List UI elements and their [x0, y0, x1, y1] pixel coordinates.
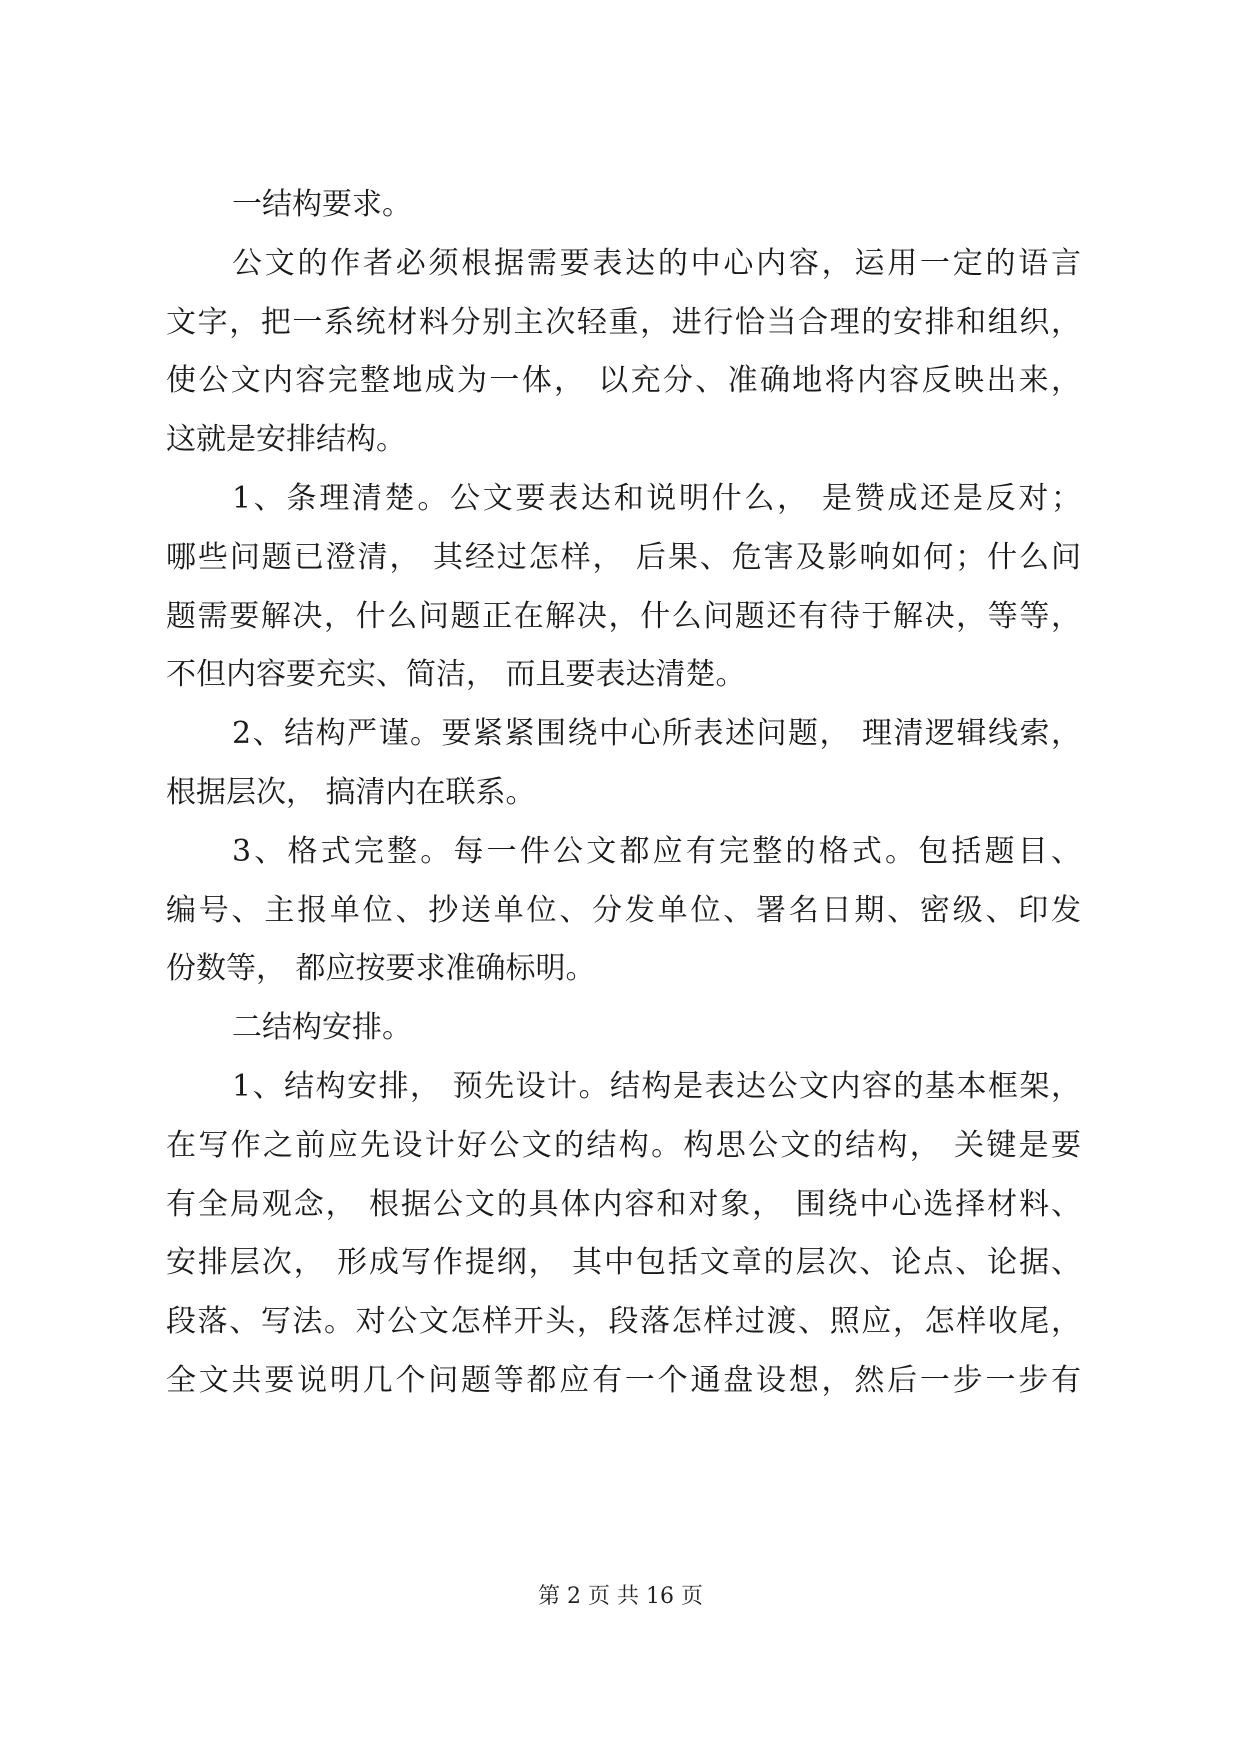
paragraph-line: 全文共要说明几个问题等都应有一个通盘设想，然后一步一步有 [166, 1362, 1081, 1398]
section-heading: 一结构要求。 [232, 187, 412, 222]
paragraph-line: 在写作之前应先设计好公文的结构。构思公文的结构， 关键是要 [166, 1127, 1081, 1163]
section-heading: 二结构安排。 [232, 1010, 412, 1046]
paragraph-line: 题需要解决，什么问题正在解决，什么问题还有待于解决，等等， [166, 598, 1081, 634]
paragraph-line: 编号、主报单位、抄送单位、分发单位、署名日期、密级、印发 [166, 892, 1081, 928]
document-body [166, 176, 1081, 1411]
paragraph-line: 有全局观念， 根据公文的具体内容和对象， 围绕中心选择材料、 [166, 1186, 1081, 1222]
paragraph-line: 这就是安排结构。 [166, 422, 406, 458]
paragraph-line: 安排层次， 形成写作提纲， 其中包括文章的层次、论点、论据、 [166, 1245, 1081, 1281]
paragraph-line: 1、条理清楚。公文要表达和说明什么， 是赞成还是反对； [232, 480, 1081, 516]
paragraph-line: 不但内容要充实、简洁， 而且要表达清楚。 [166, 657, 746, 693]
paragraph-line: 公文的作者必须根据需要表达的中心内容，运用一定的语言 [232, 245, 1081, 281]
page-number-footer: 第 2 页 共 16 页 [538, 1584, 703, 1609]
paragraph-line: 3、格式完整。每一件公文都应有完整的格式。包括题目、 [232, 833, 1081, 869]
paragraph-line: 哪些问题已澄清， 其经过怎样， 后果、危害及影响如何；什么问 [166, 539, 1081, 575]
paragraph-line: 2、结构严谨。要紧紧围绕中心所表述问题， 理清逻辑线索， [232, 716, 1081, 752]
paragraph-line: 1、结构安排， 预先设计。结构是表达公文内容的基本框架， [232, 1068, 1081, 1104]
paragraph-line: 份数等， 都应按要求准确标明。 [166, 951, 596, 987]
paragraph-line: 段落、写法。对公文怎样开头，段落怎样过渡、照应，怎样收尾， [166, 1304, 1081, 1340]
paragraph-line: 文字，把一系统材料分别主次轻重，进行恰当合理的安排和组织， [166, 304, 1081, 340]
paragraph-line: 根据层次， 搞清内在联系。 [166, 774, 536, 810]
paragraph-line: 使公文内容完整地成为一体， 以充分、准确地将内容反映出来， [166, 363, 1081, 399]
